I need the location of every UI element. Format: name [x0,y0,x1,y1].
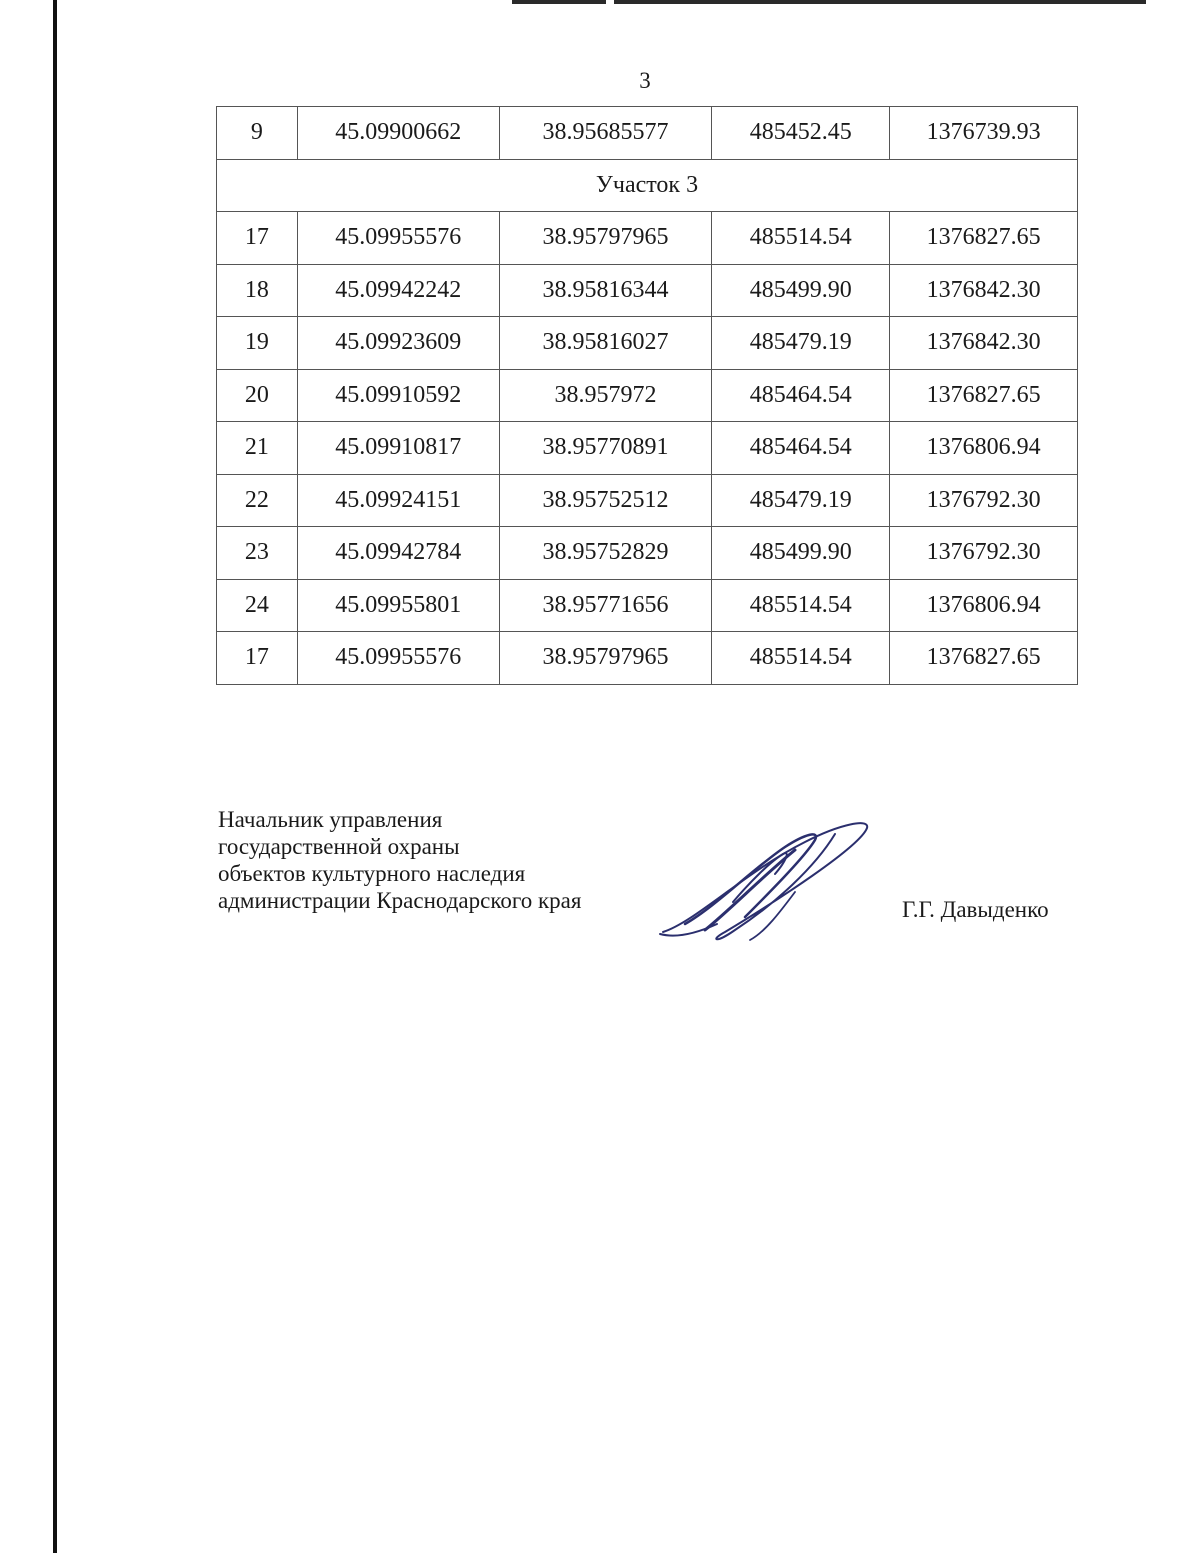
point-number-cell: 17 [217,212,298,265]
table-row [217,579,1078,632]
longitude-cell: 38.95797965 [499,632,712,685]
y-coordinate-cell: 1376792.30 [890,527,1078,580]
scan-edge-left [53,0,57,1553]
point-number-cell: 17 [217,632,298,685]
y-coordinate-cell: 1376827.65 [890,369,1078,422]
point-number-cell: 24 [217,579,298,632]
point-number-cell: 22 [217,474,298,527]
longitude-cell: 38.95816027 [499,317,712,370]
latitude-cell: 45.09910592 [297,369,499,422]
table-row [217,317,1078,370]
point-number-cell: 21 [217,422,298,475]
x-coordinate-cell: 485479.19 [712,317,890,370]
coordinates-table [216,106,1078,685]
signer-position-line: объектов культурного наследия [218,861,526,886]
point-number-cell: 20 [217,369,298,422]
longitude-cell: 38.95816344 [499,264,712,317]
table-row [217,527,1078,580]
x-coordinate-cell: 485514.54 [712,579,890,632]
longitude-cell: 38.95770891 [499,422,712,475]
x-coordinate-cell: 485464.54 [712,369,890,422]
scan-edge-top [614,0,1146,4]
longitude-cell: 38.95685577 [499,107,712,160]
signer-position-line: государственной охраны [218,834,460,859]
latitude-cell: 45.09923609 [297,317,499,370]
scan-edge-top [512,0,606,4]
x-coordinate-cell: 485514.54 [712,632,890,685]
table-row [217,474,1078,527]
table-row [217,369,1078,422]
handwritten-signature [655,812,885,947]
y-coordinate-cell: 1376806.94 [890,422,1078,475]
point-number-cell: 23 [217,527,298,580]
point-number-cell: 9 [217,107,298,160]
section-header-row [217,159,1078,212]
latitude-cell: 45.09924151 [297,474,499,527]
latitude-cell: 45.09900662 [297,107,499,160]
y-coordinate-cell: 1376842.30 [890,317,1078,370]
longitude-cell: 38.95797965 [499,212,712,265]
x-coordinate-cell: 485514.54 [712,212,890,265]
table-row [217,632,1078,685]
point-number-cell: 18 [217,264,298,317]
y-coordinate-cell: 1376739.93 [890,107,1078,160]
signer-position [218,806,581,914]
longitude-cell: 38.957972 [499,369,712,422]
point-number-cell: 19 [217,317,298,370]
latitude-cell: 45.09910817 [297,422,499,475]
table-row [217,107,1078,160]
table-row [217,212,1078,265]
x-coordinate-cell: 485452.45 [712,107,890,160]
y-coordinate-cell: 1376806.94 [890,579,1078,632]
signer-position-line: Начальник управления [218,807,443,832]
latitude-cell: 45.09955576 [297,212,499,265]
longitude-cell: 38.95752512 [499,474,712,527]
section-label: Участок 3 [217,159,1078,212]
y-coordinate-cell: 1376792.30 [890,474,1078,527]
longitude-cell: 38.95771656 [499,579,712,632]
signer-position-line: администрации Краснодарского края [218,888,582,913]
x-coordinate-cell: 485499.90 [712,527,890,580]
latitude-cell: 45.09942242 [297,264,499,317]
y-coordinate-cell: 1376842.30 [890,264,1078,317]
signer-name: Г.Г. Давыденко [902,897,1049,922]
latitude-cell: 45.09955801 [297,579,499,632]
x-coordinate-cell: 485479.19 [712,474,890,527]
longitude-cell: 38.95752829 [499,527,712,580]
table-row [217,422,1078,475]
table-row [217,264,1078,317]
latitude-cell: 45.09955576 [297,632,499,685]
page-number: 3 [639,68,651,93]
x-coordinate-cell: 485464.54 [712,422,890,475]
y-coordinate-cell: 1376827.65 [890,632,1078,685]
coordinates-table-body [217,107,1078,685]
x-coordinate-cell: 485499.90 [712,264,890,317]
y-coordinate-cell: 1376827.65 [890,212,1078,265]
latitude-cell: 45.09942784 [297,527,499,580]
